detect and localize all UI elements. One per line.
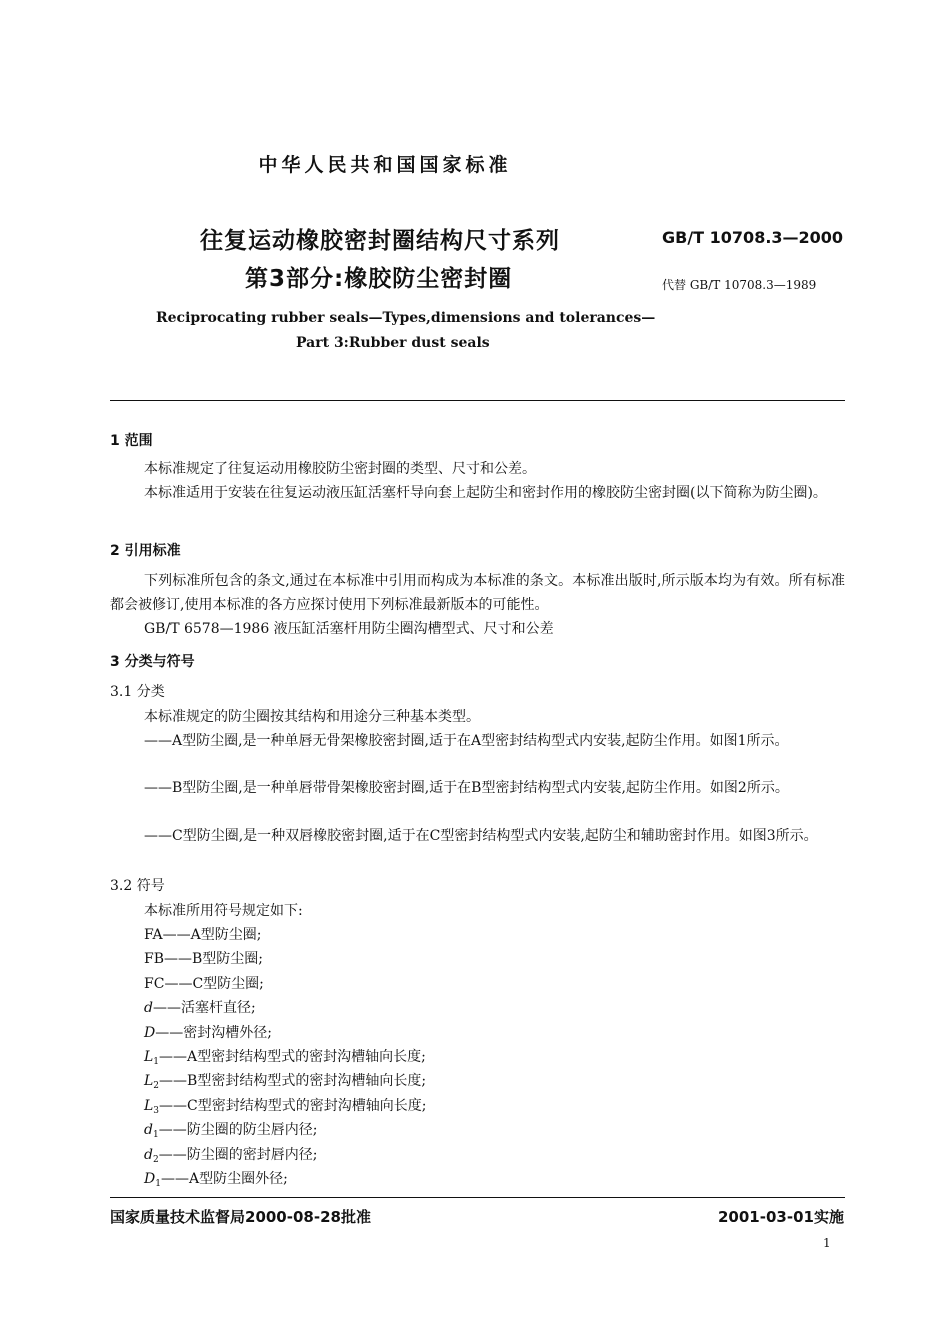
symbol-description: ——A型防尘圈外径; [160,1170,288,1187]
symbol-description: ——防尘圈的密封唇内径; [158,1146,318,1163]
symbol: $d_2$ [144,1146,159,1165]
section-1-paragraph-2: 本标准适用于安装在往复运动液压缸活塞杆导向套上起防尘和密封作用的橡胶防尘密封圈(以下简称为防尘圈)。 [144,485,827,501]
section-3-1-paragraph-1: 本标准规定的防尘圈按其结构和用途分三种基本类型。 [144,709,480,725]
symbol: FA [144,927,163,943]
symbol: $d_1$ [144,1122,159,1141]
section-1-paragraph-1: 本标准规定了往复运动用橡胶防尘密封圈的类型、尺寸和公差。 [144,461,536,477]
footer-divider [110,1197,845,1198]
symbol-item [144,1094,426,1118]
national-standard-heading: 中华人民共和国国家标准 [258,154,512,176]
symbol: FB [144,951,165,968]
symbol: d [144,1000,153,1017]
section-2-paragraph-1: 下列标准所包含的条文,通过在本标准中引用而构成为本标准的条文。本标准出版时,所示版本均为有效。所有标准都会被修订,使用本标准的各方应探讨使用下列标准最新版本的可能性。 [110,573,845,613]
symbol-item [144,1069,426,1093]
section-3-1-type-b: ——B型防尘圈,是一种单唇带骨架橡胶密封圈,适于在B型密封结构型式内安装,起防尘作用。如图2所示。 [144,780,789,796]
symbol: D [144,1024,156,1041]
symbol-item [144,1167,426,1191]
symbol-item [144,996,426,1020]
symbol-item [144,1021,426,1045]
symbol-item [144,1143,426,1167]
section-2-reference: GB/T 6578—1986 液压缸活塞杆用防尘圈沟槽型式、尺寸和公差 [144,621,554,637]
symbols-list [144,923,426,1191]
symbol: $L_1$ [144,1048,160,1067]
symbol-description: ——A型防尘圈; [162,927,262,943]
symbol-description: ——C型密封结构型式的密封沟槽轴向长度; [159,1097,427,1114]
page-number: 1 [823,1236,831,1250]
symbol-item [144,923,426,947]
symbol: FC [144,975,165,992]
symbol-description: ——C型防尘圈; [164,975,264,992]
symbol: $L_2$ [144,1073,160,1092]
section-3-1-title: 3.1 分类 [110,684,165,700]
symbol: $D_1$ [144,1170,161,1189]
section-3-title: 3 分类与符号 [110,654,195,670]
symbol-item [144,947,426,971]
symbol-description: ——B型密封结构型式的密封沟槽轴向长度; [159,1073,427,1090]
section-3-2-intro: 本标准所用符号规定如下: [144,903,303,919]
header-divider [110,400,845,401]
section-2-title: 2 引用标准 [110,543,181,559]
effective-date: 2001-03-01实施 [718,1208,844,1226]
replaces-note: 代替 GB/T 10708.3—1989 [662,278,817,292]
document-title-en: Reciprocating rubber seals—Types,dimensions and tolerances— [156,310,656,326]
symbol-description: ——活塞杆直径; [152,1000,256,1017]
document-subtitle-cn: 第3部分:橡胶防尘密封圈 [245,266,513,292]
document-subtitle-en: Part 3:Rubber dust seals [296,335,490,351]
symbol-description: ——B型防尘圈; [164,951,264,968]
symbol: $L_3$ [144,1097,160,1116]
section-3-2-title: 3.2 符号 [110,878,165,894]
symbol-description: ——防尘圈的防尘唇内径; [158,1122,318,1139]
section-1-title: 1 范围 [110,433,153,449]
symbol-item [144,972,426,996]
symbol-item [144,1045,426,1069]
symbol-description: ——密封沟槽外径; [155,1024,272,1041]
symbol-item [144,1118,426,1142]
approval-note: 国家质量技术监督局2000-08-28批准 [110,1208,371,1226]
section-3-1-type-a: ——A型防尘圈,是一种单唇无骨架橡胶密封圈,适于在A型密封结构型式内安装,起防尘作用。如图1所示。 [144,733,789,749]
section-3-1-type-c: ——C型防尘圈,是一种双唇橡胶密封圈,适于在C型密封结构型式内安装,起防尘和辅助密封作用。如图3所示。 [144,828,818,844]
document-title-cn: 往复运动橡胶密封圈结构尺寸系列 [200,228,560,254]
symbol-description: ——A型密封结构型式的密封沟槽轴向长度; [159,1048,426,1065]
standard-code: GB/T 10708.3—2000 [662,228,844,247]
